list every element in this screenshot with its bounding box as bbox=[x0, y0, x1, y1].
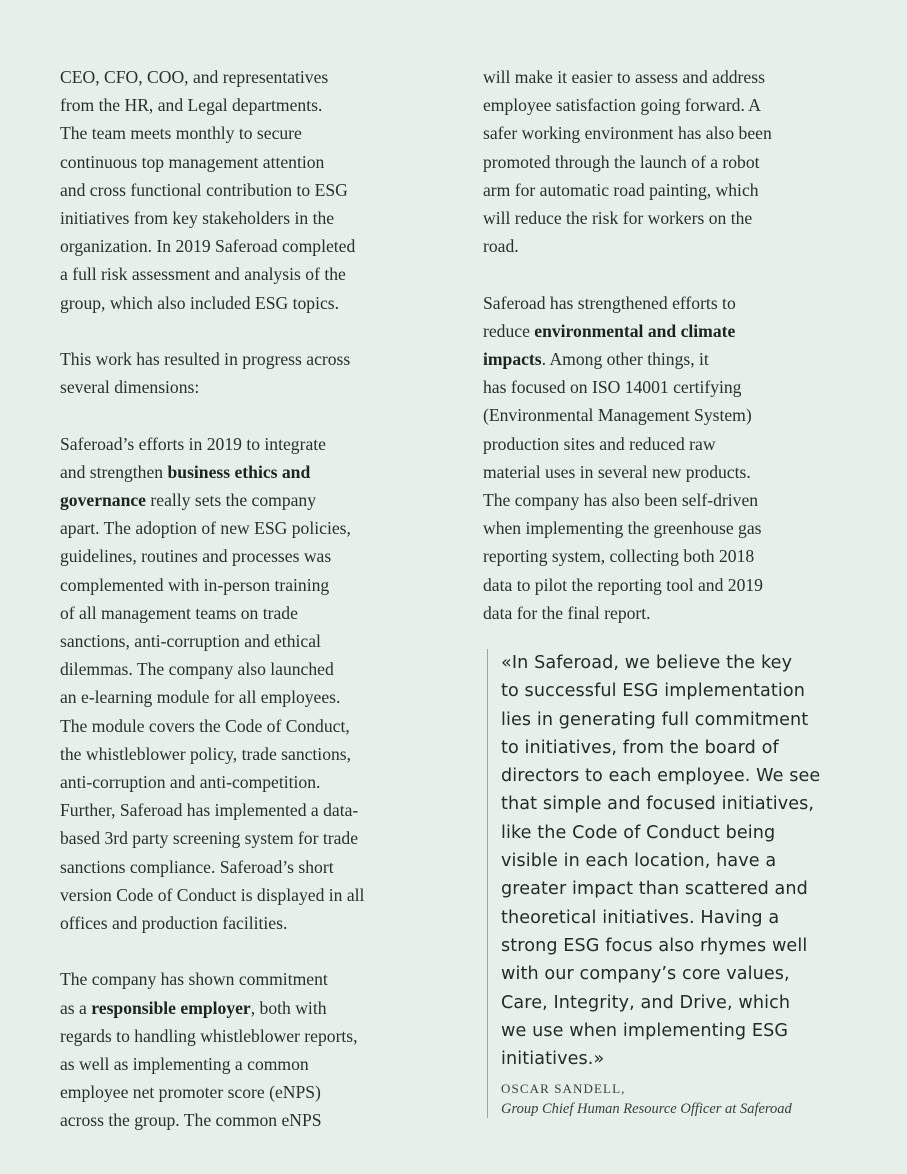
text-run: really sets the company apart. The adoption of new ESG policies, guidelines, routines and processes was complemented with in-person training of all management teams on trade sanctions, anti-corruption and ethical dilemmas. The company also launched an e-learning module for all employees. The module covers the Code of Conduct, the whistleblower policy, trade sanctions, anti-corruption and anti-competition. Further, Saferoad has implemented a data- based 3rd party screening system for trade sanctions compliance. Saferoad’s short version Code of Conduct is displayed in all offices and production facilities. bbox=[60, 490, 365, 934]
quote-text: «In Saferoad, we believe the key to successful ESG implementation lies in generating full commitment to initiatives, from the board of directors to each employee. We see that simple and focused initiatives, like the Code of Conduct being visible in each location, have a greater impact than scattered and theoretical initiatives. Having a strong ESG focus also rhymes well with our company’s core values, Care, Integrity, and Drive, which we use when implementing ESG initiatives.» bbox=[501, 653, 821, 1070]
right-column bbox=[483, 63, 853, 655]
text-run: , both with regards to handling whistleblower reports, as well as implementing a common employee net promoter score (eNPS) across the group. The common eNPS bbox=[60, 997, 358, 1131]
text-run: Saferoad’s efforts in 2019 to integrate and strengthen bbox=[60, 433, 326, 482]
paragraph-employee-satisfaction: will make it easier to assess and address employee satisfaction going forward. A safer working environment has also been promoted through the launch of a robot arm for automatic road painting, which will reduce the risk for workers on the road. bbox=[483, 67, 772, 257]
pull-quote bbox=[487, 649, 881, 1118]
bold-business-ethics: business ethics and governance bbox=[60, 461, 311, 511]
paragraph-business-ethics bbox=[60, 430, 438, 938]
left-column bbox=[60, 63, 438, 1163]
paragraph-esg-team: CEO, CFO, COO, and representatives from the HR, and Legal departments. The team meets monthly to secure continuous top management attention and cross functional contribution to ESG initiatives from key stakeholders in the organization. In 2019 Saferoad completed a full risk assessment and analysis of the group, which also included ESG topics. bbox=[60, 67, 356, 313]
quote-author-title: Group Chief Human Resource Officer at Saferoad bbox=[501, 1101, 792, 1118]
text-run: Saferoad has strengthened efforts to reduce bbox=[483, 292, 736, 341]
bold-responsible-employer: responsible employer bbox=[91, 997, 251, 1018]
text-run: The company has shown commitment as a bbox=[60, 969, 328, 1018]
text-run: . Among other things, it has focused on ISO 14001 certifying (Environmental Management System) production sites and reduced raw material uses in several new products. The company has also been self-driven when implementing the greenhouse gas reporting system, collecting both 2018 data to pilot the reporting tool and 2019 data for the final report. bbox=[483, 349, 763, 623]
paragraph-progress-intro: This work has resulted in progress across several dimensions: bbox=[60, 349, 351, 398]
paragraph-environment bbox=[483, 289, 853, 627]
quote-author-name: OSCAR SANDELL, bbox=[501, 1081, 626, 1097]
paragraph-responsible-employer bbox=[60, 965, 438, 1134]
bold-environmental-impacts: environmental and climate impacts bbox=[483, 320, 736, 370]
